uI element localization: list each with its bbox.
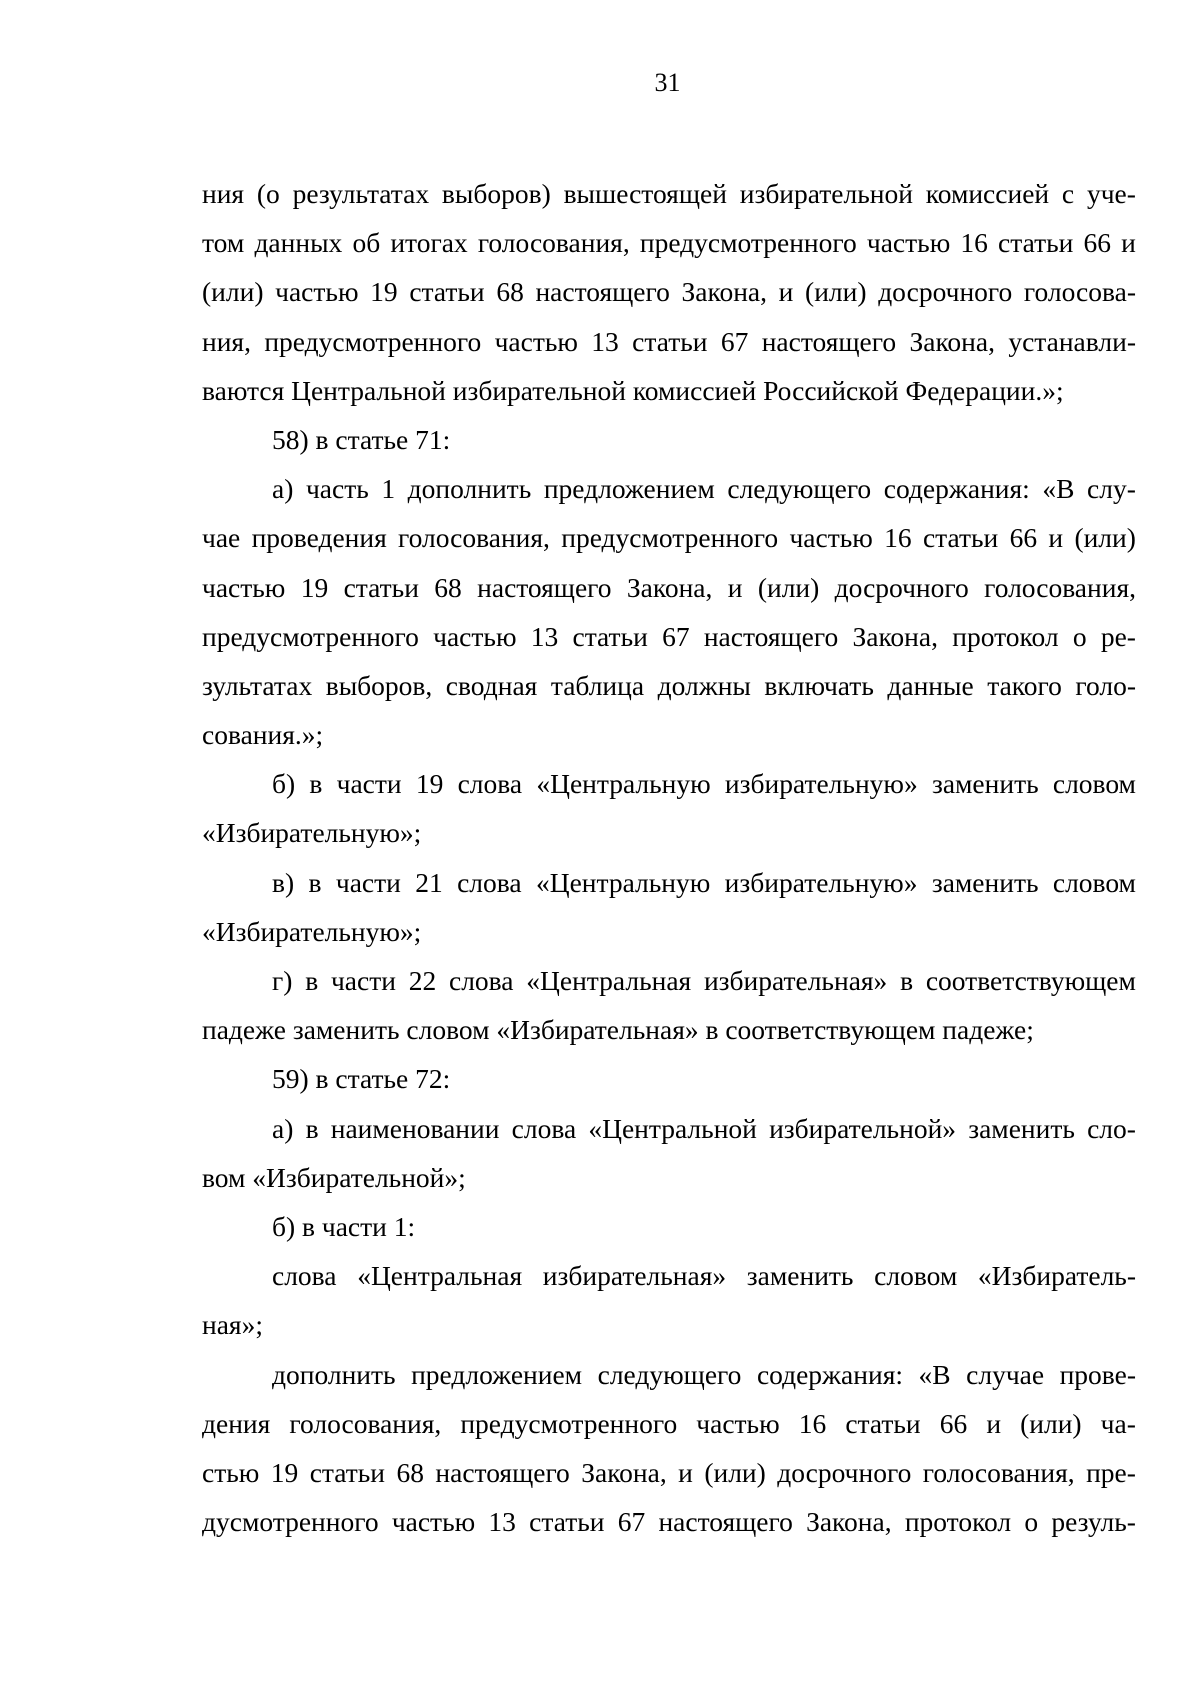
word: досрочного — [834, 571, 969, 603]
word: слова — [448, 965, 514, 996]
word: частью — [202, 571, 286, 603]
word: голосования, — [984, 571, 1136, 603]
word: «Центральная — [357, 1260, 523, 1292]
word: об — [352, 227, 381, 259]
text-line — [202, 1497, 1136, 1546]
word: статьи — [632, 325, 708, 357]
word: следующего — [597, 1358, 742, 1390]
word: наименовании — [330, 1112, 500, 1144]
word: слова — [511, 1112, 577, 1144]
text-line-content: б) в части 1: — [272, 1210, 416, 1242]
word: части — [335, 866, 401, 898]
word: настоящего — [435, 1456, 570, 1488]
word: голосования, — [398, 522, 550, 554]
word: Закона, — [626, 571, 713, 603]
word: вышестоящей — [563, 178, 727, 209]
word: частью — [866, 227, 951, 259]
text-line-content: вом «Избирательной»; — [202, 1161, 466, 1193]
word: комиссией — [925, 178, 1050, 209]
word: статьи — [998, 227, 1074, 259]
word: Закона, — [909, 325, 995, 357]
word: (или) — [805, 276, 867, 308]
word: таблица — [550, 669, 645, 701]
word: 67 — [720, 325, 749, 357]
word: 1 — [381, 473, 396, 505]
word: должны — [657, 669, 751, 701]
word: результатах — [292, 178, 430, 209]
text-line — [202, 218, 1136, 267]
word: Закона, — [681, 276, 768, 308]
word: статьи — [845, 1407, 921, 1439]
word: сводная — [445, 669, 538, 701]
word: а) — [272, 473, 294, 505]
word: предусмотренного — [639, 227, 857, 259]
word: досрочного — [878, 276, 1013, 308]
word: итогах — [390, 227, 468, 259]
text-line — [202, 169, 1136, 218]
word: б) — [272, 768, 296, 800]
word: статьи — [409, 276, 485, 308]
word: содержания: — [883, 473, 1030, 505]
word: «В — [1042, 473, 1075, 505]
word: о — [1072, 620, 1087, 652]
word: статьи — [529, 1506, 605, 1538]
word: выборов) — [441, 178, 551, 209]
word: пре- — [1086, 1456, 1136, 1488]
text-line — [202, 1399, 1136, 1448]
word: «Центральной — [588, 1112, 757, 1144]
word: ния — [202, 178, 245, 209]
word: заменить — [746, 1260, 854, 1292]
word: г) — [272, 965, 293, 996]
text-line — [202, 956, 1136, 1005]
word: 68 — [396, 1456, 424, 1488]
word: включать — [764, 669, 874, 701]
word: 66 — [1083, 227, 1112, 259]
word: предложением — [543, 473, 715, 505]
word: слу- — [1087, 473, 1136, 505]
word: о — [1024, 1506, 1039, 1538]
word: 19 — [270, 1456, 299, 1488]
word: данных — [254, 227, 343, 259]
text-line — [202, 1300, 1136, 1349]
word: предложением — [411, 1358, 583, 1390]
word: статьи — [309, 1456, 386, 1488]
word: ре- — [1100, 620, 1136, 652]
word: избирательную» — [724, 866, 918, 898]
word: и — [1121, 227, 1136, 259]
word: Закона, — [581, 1456, 667, 1488]
word: 13 — [530, 620, 559, 652]
word: а) — [272, 1112, 294, 1144]
word: в — [305, 965, 319, 996]
word: голосова- — [1023, 276, 1136, 308]
word: словом — [1052, 768, 1136, 800]
text-line — [202, 907, 1136, 956]
word: словом — [874, 1260, 958, 1292]
word: протокол — [904, 1506, 1012, 1538]
word: следующего — [727, 473, 872, 505]
word: (или) — [1074, 522, 1136, 554]
word: уче- — [1086, 178, 1136, 209]
word: такого — [987, 669, 1062, 701]
word: (или) — [757, 571, 820, 603]
word: (о — [256, 178, 280, 209]
word: голосования, — [289, 1407, 442, 1439]
word: устанавли- — [1008, 325, 1136, 357]
word: 19 — [300, 571, 329, 603]
word: часть — [305, 473, 369, 505]
word: (или) — [704, 1456, 766, 1488]
word: слова — [272, 1260, 337, 1292]
word: в — [900, 965, 914, 996]
text-line-content: сования.»; — [202, 719, 324, 751]
word: «Избиратель- — [977, 1260, 1136, 1292]
word: (или) — [202, 276, 264, 308]
word: ча- — [1100, 1407, 1136, 1439]
word: словом — [1052, 866, 1136, 898]
text-line — [202, 366, 1136, 415]
word: с — [1061, 178, 1075, 209]
word: 67 — [617, 1506, 646, 1538]
word: 16 — [960, 227, 988, 259]
word: избирательная» — [703, 965, 888, 996]
word: голосования, — [477, 227, 630, 259]
word: 16 — [798, 1407, 827, 1439]
word: содержания: — [756, 1358, 903, 1390]
word: предусмотренного — [264, 325, 482, 357]
word: и — [986, 1407, 1002, 1439]
text-line — [202, 661, 1136, 710]
text-line — [202, 1005, 1136, 1054]
word: заменить — [968, 1112, 1075, 1144]
word: зультатах — [202, 669, 313, 701]
word: 19 — [370, 276, 398, 308]
word: чае — [202, 522, 241, 554]
text-line — [202, 317, 1136, 366]
text-line-content: 58) в статье 71: — [272, 423, 451, 455]
word: данные — [887, 669, 974, 701]
text-line-content: ная»; — [202, 1309, 263, 1341]
text-line — [202, 1104, 1136, 1153]
word: 13 — [488, 1506, 516, 1538]
word: настоящего — [658, 1506, 793, 1538]
text-line — [202, 1251, 1136, 1300]
word: 68 — [434, 571, 462, 603]
text-line — [202, 759, 1136, 808]
word: и — [1048, 522, 1064, 554]
text-line — [202, 415, 1136, 464]
word: и — [727, 571, 743, 603]
word: «Центральная — [526, 965, 692, 996]
word: предусмотренного — [460, 1407, 678, 1439]
word: частью — [494, 325, 578, 357]
page-number: 31 — [654, 68, 681, 97]
word: «Центральную — [536, 768, 711, 800]
word: в — [305, 1112, 319, 1144]
word: 67 — [662, 620, 690, 652]
word: Закона, — [806, 1506, 892, 1538]
word: слова — [457, 866, 522, 898]
word: в — [308, 866, 322, 898]
word: выборов, — [325, 669, 433, 701]
text-line — [202, 808, 1136, 857]
word: избирательная» — [542, 1260, 727, 1292]
word: настоящего — [477, 571, 612, 603]
word: случае — [966, 1358, 1045, 1390]
word: частью — [391, 1506, 476, 1538]
word: «Центральную — [535, 866, 711, 898]
word: (или) — [1020, 1407, 1082, 1439]
text-line — [202, 1054, 1136, 1103]
text-line — [202, 563, 1136, 612]
text-line-content: ваются Центральной избирательной комиссией Российской Федерации.»; — [202, 374, 1064, 406]
word: ния, — [202, 325, 251, 357]
word: дения — [202, 1407, 271, 1439]
word: в) — [272, 866, 295, 898]
word: настоящего — [703, 620, 839, 652]
word: 19 — [415, 768, 444, 800]
word: частью — [433, 620, 517, 652]
text-line — [202, 1350, 1136, 1399]
text-line — [202, 1153, 1136, 1202]
word: избирательной» — [769, 1112, 957, 1144]
word: голосования, — [922, 1456, 1075, 1488]
word: 16 — [884, 522, 912, 554]
word: части — [330, 965, 396, 996]
word: 13 — [591, 325, 619, 357]
word: настоящего — [761, 325, 897, 357]
word: сло- — [1087, 1112, 1136, 1144]
word: дополнить — [407, 473, 532, 505]
text-line — [202, 513, 1136, 562]
text-line — [202, 464, 1136, 513]
word: 68 — [496, 276, 524, 308]
word: резуль- — [1051, 1506, 1136, 1538]
word: частью — [275, 276, 359, 308]
word: дусмотренного — [202, 1506, 379, 1538]
text-line-content: «Избирательную»; — [202, 915, 422, 947]
document-body — [202, 169, 1136, 1546]
word: и — [678, 1456, 693, 1488]
word: частью — [789, 522, 873, 554]
word: избирательную» — [724, 768, 918, 800]
word: и — [778, 276, 794, 308]
text-line — [202, 1448, 1136, 1497]
word: предусмотренного — [561, 522, 779, 554]
word: досрочного — [777, 1456, 912, 1488]
text-line-content: «Избирательную»; — [202, 817, 422, 849]
word: предусмотренного — [202, 620, 419, 652]
word: настоящего — [535, 276, 670, 308]
word: заменить — [931, 768, 1039, 800]
word: голо- — [1075, 669, 1136, 701]
text-line — [202, 1202, 1136, 1251]
word: статьи — [922, 522, 999, 554]
text-line — [202, 267, 1136, 316]
text-line-content: 59) в статье 72: — [272, 1063, 451, 1095]
word: статьи — [343, 571, 419, 603]
word: стью — [202, 1456, 260, 1488]
word: «В — [918, 1358, 951, 1390]
word: частью — [696, 1407, 780, 1439]
text-line — [202, 612, 1136, 661]
word: в — [309, 768, 323, 800]
word: протокол — [952, 620, 1059, 652]
word: том — [202, 227, 245, 259]
word: части — [336, 768, 402, 800]
word: проведения — [251, 522, 387, 554]
word: избирательной — [739, 178, 913, 209]
word: дополнить — [272, 1358, 396, 1390]
word: статьи — [572, 620, 648, 652]
word: слова — [457, 768, 523, 800]
word: соответствующем — [925, 965, 1136, 996]
word: 66 — [1009, 522, 1038, 554]
text-line — [202, 710, 1136, 759]
word: 21 — [415, 866, 443, 898]
word: 66 — [939, 1407, 968, 1439]
text-line — [202, 858, 1136, 907]
word: Закона, — [852, 620, 938, 652]
word: прове- — [1059, 1358, 1136, 1390]
text-line-content: падеже заменить словом «Избирательная» в соответствующем падеже; — [202, 1014, 1034, 1046]
word: заменить — [931, 866, 1039, 898]
word: 22 — [408, 965, 437, 996]
